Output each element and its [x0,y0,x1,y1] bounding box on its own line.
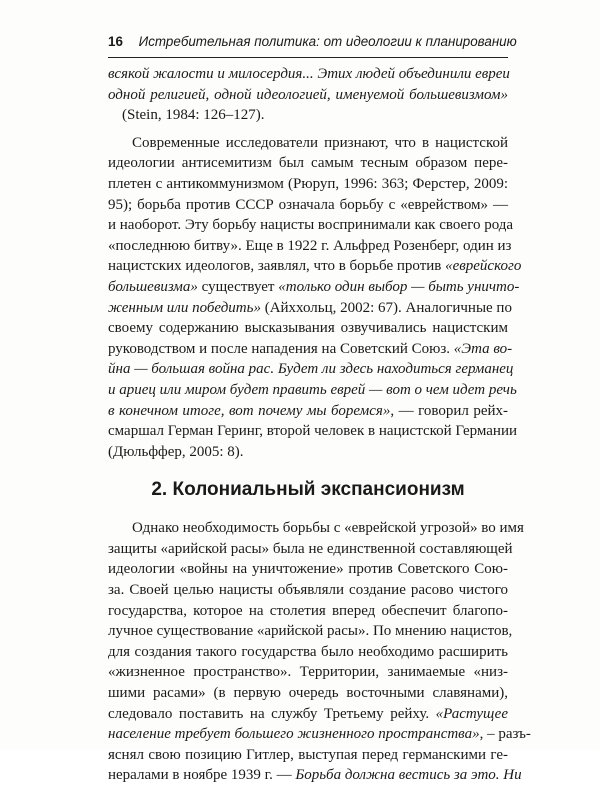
header-rule [108,57,508,58]
text-run-italic: Борьба должна вестись за это. Ни [295,767,522,784]
text-line: «последнюю битву». Еще в 1922 г. Альфред Розенберг, один из [108,237,512,254]
text-line: идеологии антисемитизм был самым тесным образом пере- [108,155,508,172]
text-line: государства, которое на столетия вперед обеспечит благопо- [108,602,508,619]
text-line: смаршал Герман Геринг, второй человек в нацистской Германии [108,423,518,440]
running-title: Истребительная политика: от идеологии к планированию [138,34,517,49]
running-header [108,34,517,56]
section-heading: 2. Колониальный экспансионизм [151,479,465,501]
text-line: за. Своей целью нацисты объявляли создание расово чистого [108,582,508,599]
text-line: 95); борьба против СССР означала борьбу с «еврейством» — [108,196,508,213]
text-line [108,277,520,298]
text-run-italic: население требует большего жизненного пространства» [108,726,480,743]
text-line [108,298,512,319]
text-line: и ариец или миром будет править еврей — вот о чем идет речь [108,381,517,398]
text-line [108,704,508,725]
text-run-italic: в конечном итоге, вот почему мы боремся» [108,402,391,419]
text-line: защиты «арийской расы» была не единственной составляющей [108,540,513,557]
text-line: йна — большая война рас. Будет ли здесь находиться германец [108,361,514,378]
text-run-italic: женным или победить» [108,299,261,316]
text-run: следовало поставить на службу Третьему рейху. [108,705,436,722]
text-line: и наоборот. Эту борьбу нацисты воспринимали как своего рода [108,217,514,234]
text-line: лучное существование «арийской расы». По мнению нацистов, [108,623,513,640]
text-line [108,401,508,422]
text-line: Современные исследователи признают, что в нацистской [132,134,508,151]
text-run-italic: «Эта во- [453,340,513,357]
text-line [108,765,522,786]
text-run: нералами в ноябре 1939 г. — [108,767,296,784]
text-run-italic: «только один выбор — быть уничто- [278,278,520,295]
text-run-italic: большевизма» [108,278,198,295]
text-run-italic: «еврейского [445,258,522,275]
text-line: идеологии «войны на уничтожение» против Советского Сою- [108,561,508,578]
page-number: 16 [108,34,123,49]
text-line: (Дюльффер, 2005: 8). [108,443,244,460]
text-line [108,724,531,745]
text-line: одной религией, одной идеологией, именуемой большевизмом» [108,86,508,103]
text-run: нацистских идеологов, заявлял, что в борьбе против [108,258,446,275]
text-line: плетен с антикоммунизмом (Рюруп, 1996: 363; Ферстер, 2009: [108,175,508,192]
text-line: своему содержанию высказывания озвучивались нацистским [108,320,508,337]
text-line: для создания такого государства было необходимо расширить [108,643,508,660]
body-text [108,64,531,786]
text-run: руководством и после нападения на Советский Союз. [108,340,454,357]
text-line: (Stein, 1984: 126–127). [122,107,265,124]
text-line: «жизненное пространство». Территории, занимаемые «низ- [108,664,508,681]
text-run-italic: «Растущее [435,705,508,722]
text-line [108,256,522,277]
text-line: всякой жалости и милосердия... Этих людей объединили евреи [108,66,510,82]
text-line [108,339,513,360]
text-line: Однако необходимость борьбы с «еврейской угрозой» во имя [132,520,524,537]
text-line: шими расами» (в первую очередь восточными славянами), [108,685,508,702]
text-line: яснял свою позицию Гитлер, выступая перед германскими ге- [108,746,508,763]
paragraph-gap [108,126,508,133]
text-run: (Айххольц, 2002: 67). Аналогичные по [260,299,512,316]
text-run: , — говорил рейх- [390,402,509,419]
text-run: существует [197,278,279,295]
text-run: , – разъ- [479,726,531,743]
